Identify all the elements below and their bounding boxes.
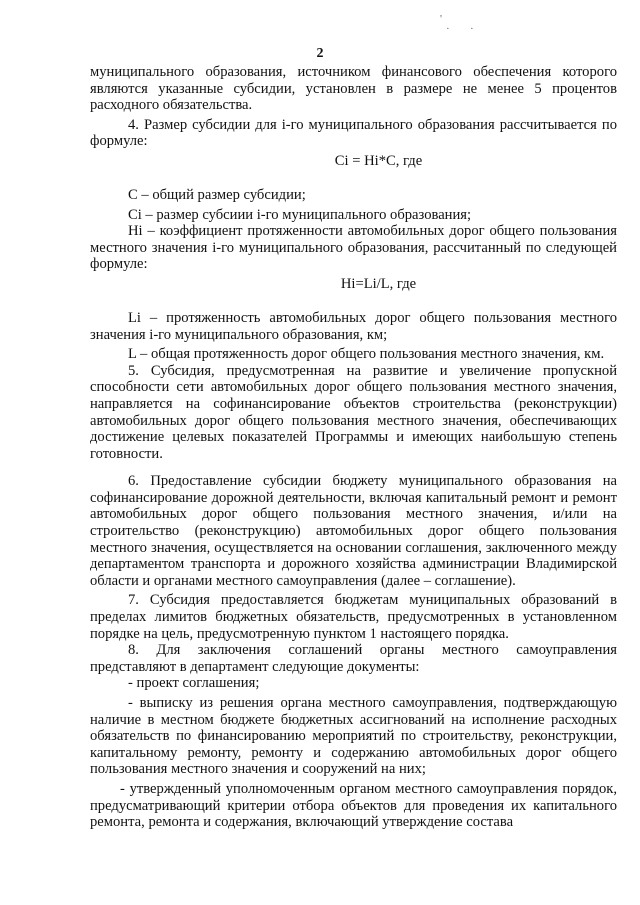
paragraph: 7. Субсидия предоставляется бюджетам муниципальных образований в пределах лимитов бюджетных обязательств, предусмотренных в установленном порядке на цель, предусмотренную пунктом 1 настоящего порядка.: [90, 592, 617, 642]
formula: Hi=Li/L, где: [340, 275, 417, 292]
list-item: - утвержденный уполномоченным органом местного самоуправления порядок, предусматривающий критерии отбора объектов для проведения их капитального ремонта, ремонта и содержания, включающий утверждение состава: [90, 780, 617, 831]
list-item: - проект соглашения;: [128, 675, 260, 692]
paragraph: муниципального образования, источником финансового обеспечения которого являются указанные субсидии, установлен в размере не менее 5 процентов расходного обязательства.: [90, 64, 617, 114]
document-body: [90, 64, 617, 831]
definition-line: Hi – коэффициент протяженности автомобильных дорог общего пользования местного значения i-го муниципального образования, рассчитанный по следующей формуле:: [90, 223, 617, 273]
paragraph: 8. Для заключения соглашений органы местного самоуправления представляют в департамент следующие документы:: [90, 642, 617, 675]
paragraph: 4. Размер субсидии для i-го муниципального образования рассчитывается по формуле:: [90, 116, 617, 150]
page-number: 2: [316, 46, 324, 61]
definition-line: Ci – размер субсиии i-го муниципального образования;: [128, 206, 472, 223]
definition-line: L – общая протяженность дорог общего пользования местного значения, км.: [128, 346, 605, 363]
scan-mark: ': [440, 13, 442, 25]
scan-mark: ·: [470, 23, 474, 35]
paragraph: 5. Субсидия, предусмотренная на развитие и увеличение пропускной способности сети автомобильных дорог общего пользования местного значения, направляется на софинансирование объектов строительства (реконструкции) автомобильных дорог общего пользования местного значения, обеспечивающих достижение целевых показателей Программы и имеющих наибольшую степень готовности.: [90, 362, 617, 462]
list-item: - выписку из решения органа местного самоуправления, подтверждающую наличие в местном бюджете бюджетных ассигнований на исполнение расходных обязательств по финансированию мероприятий по строительству, реконструкции, капитальному ремонту, ремонту и содержанию автомобильных дорог общего пользования местного значения и сооружений на них;: [90, 695, 617, 778]
definition-line: C – общий размер субсидии;: [128, 186, 306, 203]
paragraph: 6. Предоставление субсидии бюджету муниципального образования на софинансирование дорожной деятельности, включая капитальный ремонт и ремонт автомобильных дорог общего пользования местного значения, и/или на строительство (реконструкцию) автомобильных дорог общего пользования местного значения, осуществляется на основании соглашения, заключенного между департаментом транспорта и дорожного хозяйства администрации Владимирской области и органами местного самоуправления (далее – соглашение).: [90, 473, 617, 589]
scan-mark: ·: [446, 23, 450, 35]
definition-line: Li – протяженность автомобильных дорог общего пользования местного значения i-го муниципального образования, км;: [90, 309, 617, 343]
formula: Ci = Hi*C, где: [334, 152, 423, 169]
